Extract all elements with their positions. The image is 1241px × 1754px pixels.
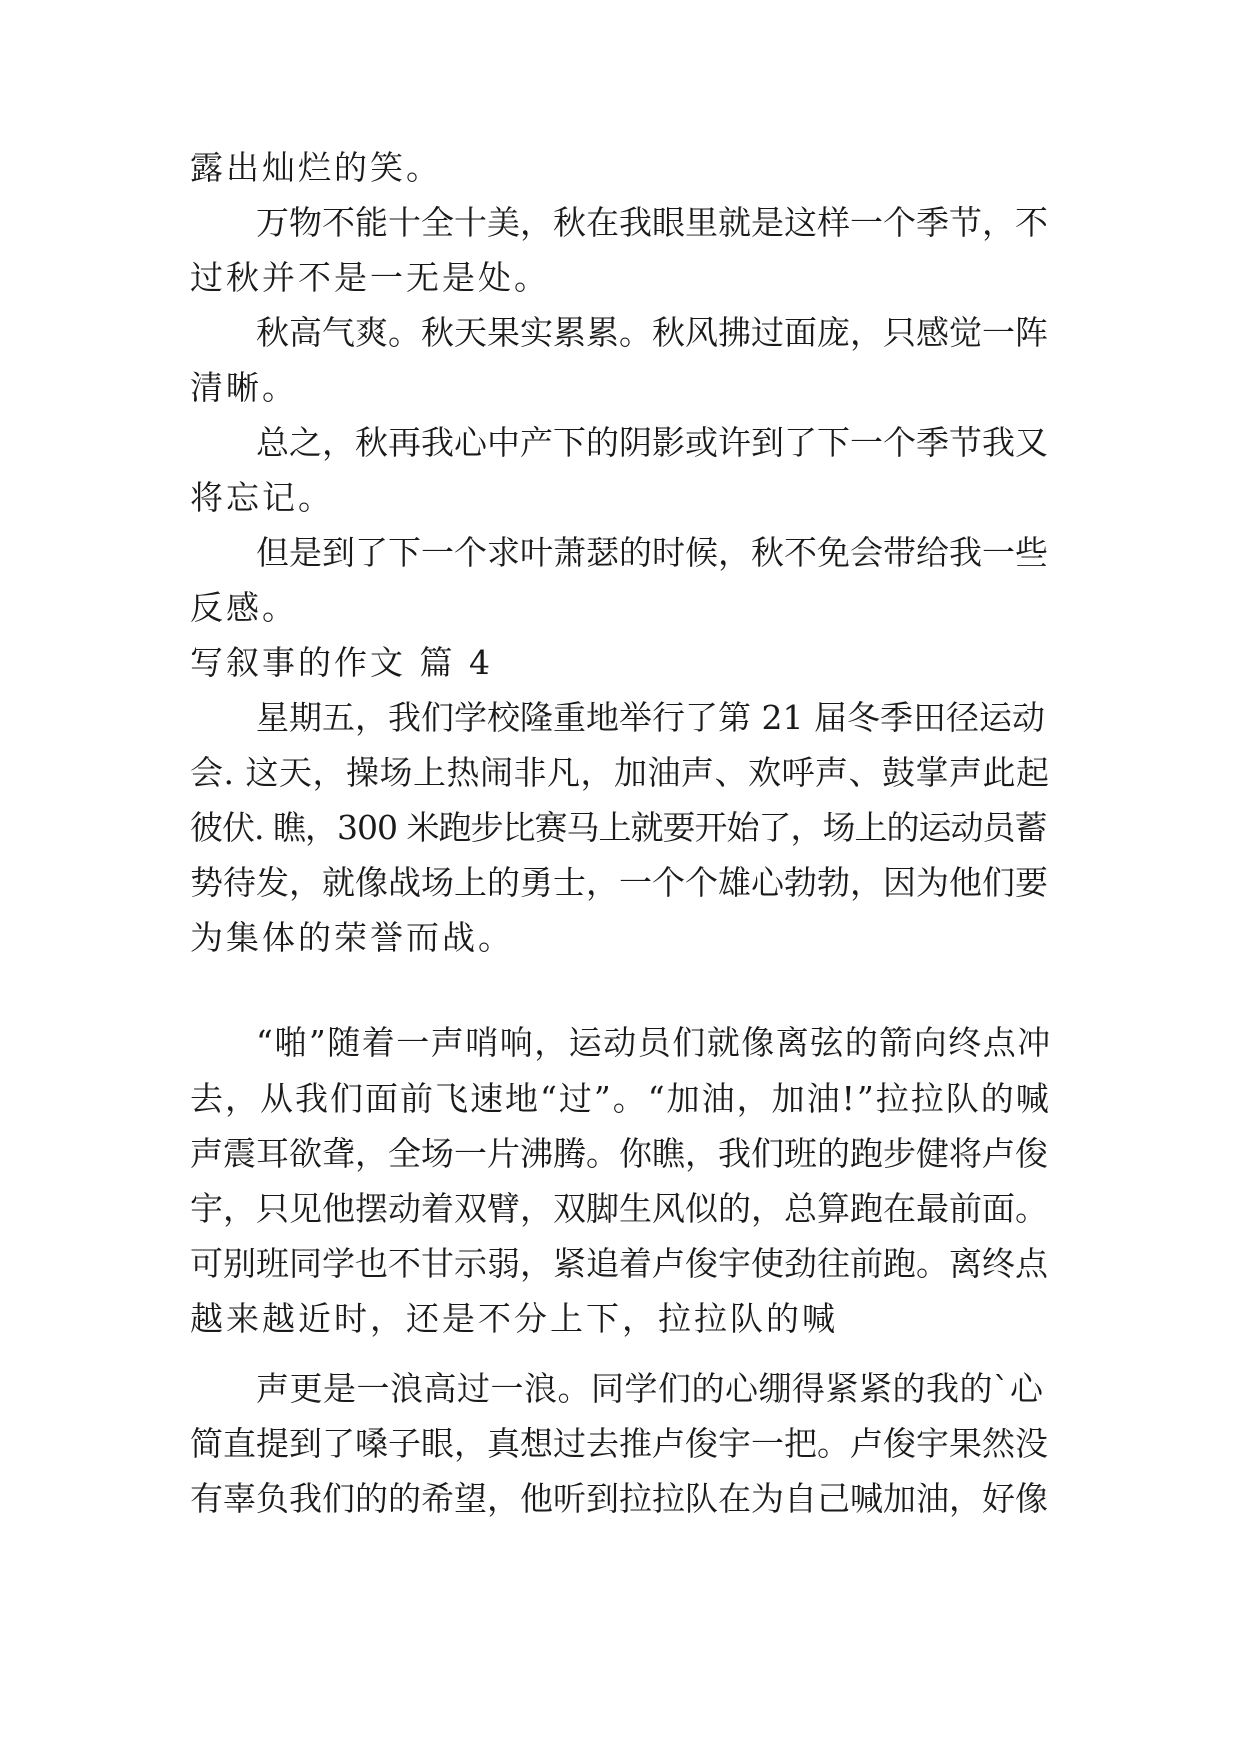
text-line: 秋高气爽。秋天果实累累。秋风拂过面庞，只感觉一阵: [256, 313, 1048, 352]
text-line: 总之，秋再我心中产下的阴影或许到了下一个季节我又: [256, 423, 1048, 462]
text-line: 露出灿烂的笑。: [190, 148, 442, 187]
text-line: 可别班同学也不甘示弱，紧追着卢俊宇使劲往前跑。离终点: [190, 1244, 1048, 1283]
text-line: 宇，只见他摆动着双臂，双脚生风似的，总算跑在最前面。: [190, 1189, 1048, 1228]
text-line: 过秋并不是一无是处。: [190, 258, 550, 297]
text-line: 声更是一浪高过一浪。同学们的心绷得紧紧的我的`心: [256, 1369, 1044, 1408]
text-line: 简直提到了嗓子眼，真想过去推卢俊宇一把。卢俊宇果然没: [190, 1424, 1048, 1463]
text-line: 彼伏. 瞧，300 米跑步比赛马上就要开始了，场上的运动员蓄: [190, 808, 1047, 847]
text-line: 星期五，我们学校隆重地举行了第 21 届冬季田径运动: [256, 698, 1045, 737]
text-line: 将忘记。: [190, 478, 334, 517]
text-line: 势待发，就像战场上的勇士，一个个雄心勃勃，因为他们要: [190, 863, 1048, 902]
text-line: 为集体的荣誉而战。: [190, 918, 514, 957]
text-line: 反感。: [190, 588, 298, 627]
text-line: 声震耳欲聋，全场一片沸腾。你瞧，我们班的跑步健将卢俊: [190, 1134, 1048, 1173]
text-line: 万物不能十全十美，秋在我眼里就是这样一个季节，不: [256, 203, 1048, 242]
text-line: 有辜负我们的的希望，他听到拉拉队在为自己喊加油，好像: [190, 1479, 1048, 1518]
section-heading: 写叙事的作文 篇 4: [190, 643, 493, 682]
text-line: “啪”随着一声哨响，运动员们就像离弦的箭向终点冲: [256, 1023, 1052, 1062]
text-line: 但是到了下一个求叶萧瑟的时候，秋不免会带给我一些: [256, 533, 1048, 572]
text-line: 清晰。: [190, 368, 298, 407]
text-line: 越来越近时，还是不分上下，拉拉队的喊: [190, 1299, 838, 1338]
text-line: 去，从我们面前飞速地“过”。“加油，加油!”拉拉队的喊: [190, 1079, 1051, 1118]
text-line: 会. 这天，操场上热闹非凡，加油声、欢呼声、鼓掌声此起: [190, 753, 1050, 792]
